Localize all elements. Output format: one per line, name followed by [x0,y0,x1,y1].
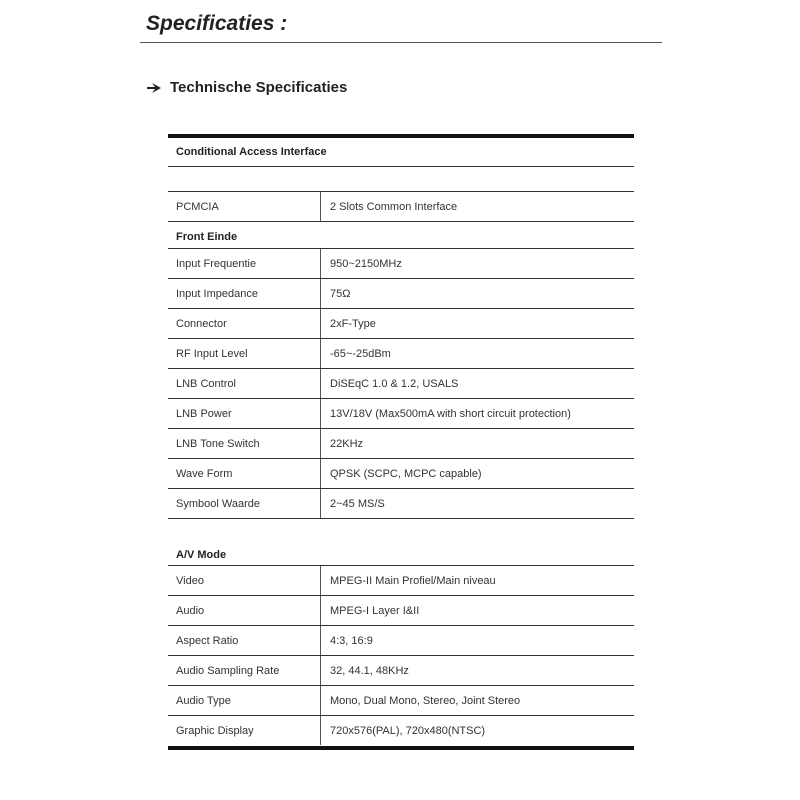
group-spacer [168,166,634,191]
table-row [168,191,634,221]
row-value: QPSK (SCPC, MCPC capable) [330,467,482,480]
row-value: 2~45 MS/S [330,497,385,510]
row-value: 32, 44.1, 48KHz [330,664,409,677]
title-divider [140,42,662,43]
table-row [168,308,634,338]
table-row [168,715,634,745]
row-value: 2 Slots Common Interface [330,200,458,213]
group-title-av-mode: A/V Mode [176,549,227,561]
page-title: Specificaties : [146,12,288,35]
table-row [168,625,634,655]
table-row [168,685,634,715]
group-title-conditional-access: Conditional Access Interface [176,146,327,158]
table-row [168,565,634,595]
row-value: DiSEqC 1.0 & 1.2, USALS [330,377,459,390]
spec-table [168,134,634,750]
row-value: 75Ω [330,287,351,300]
row-value: 720x576(PAL), 720x480(NTSC) [330,724,486,737]
row-value: 13V/18V (Max500mA with short circuit protection) [330,407,571,420]
row-value: 950~2150MHz [330,257,402,270]
table-row [168,368,634,398]
row-label: PCMCIA [168,192,321,221]
row-value: Mono, Dual Mono, Stereo, Joint Stereo [330,694,521,707]
table-row [168,338,634,368]
row-label: Audio Type [168,686,321,715]
row-value: MPEG-II Main Profiel/Main niveau [330,574,496,587]
table-row [168,398,634,428]
row-label: Input Frequentie [168,249,321,278]
table-row [168,278,634,308]
row-label: LNB Tone Switch [168,429,321,458]
row-value: 22KHz [330,437,364,450]
row-label: Aspect Ratio [168,626,321,655]
row-label: Audio Sampling Rate [168,656,321,685]
table-bottom-rule [168,746,634,750]
table-row [168,488,634,518]
table-row [168,428,634,458]
table-row [168,248,634,278]
table-row [168,595,634,625]
row-value: 2xF-Type [330,317,376,330]
table-row [168,655,634,685]
row-label: Input Impedance [168,279,321,308]
row-value: 4:3, 16:9 [330,634,373,647]
row-value: MPEG-I Layer I&II [330,604,420,617]
row-label: Audio [168,596,321,625]
row-label: Connector [168,309,321,338]
row-label: Wave Form [168,459,321,488]
group-title-front-einde: Front Einde [168,221,634,248]
section-heading [146,79,347,96]
row-label: Graphic Display [168,716,321,745]
section-heading-text: Technische Specificaties [170,79,348,96]
group-spacer [168,518,634,543]
row-label: Video [168,566,321,595]
table-row [168,458,634,488]
row-label: RF Input Level [168,339,321,368]
row-label: LNB Control [168,369,321,398]
row-label: Symbool Waarde [168,489,321,518]
row-value: -65~-25dBm [330,347,391,360]
row-label: LNB Power [168,399,321,428]
arrow-bullet-icon [146,81,162,95]
